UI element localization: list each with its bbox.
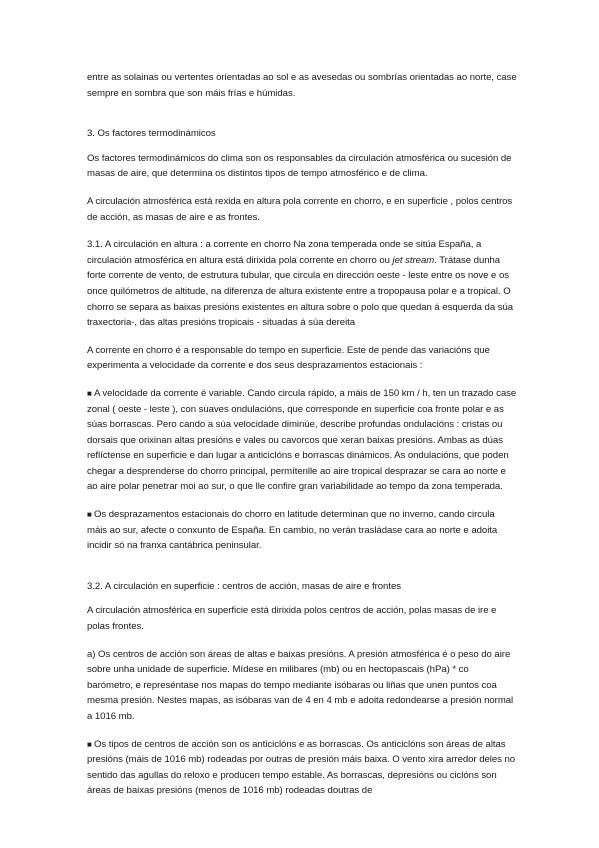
paragraph-centros-accion: a) Os centros de acción son áreas de altas e baixas presións. A presión atmosférica é o peso do aire sobre unha unidade de superficie. Mídese en milibares (mb) ou en hectopascais (hPa) * co barómetro, e represéntase nos mapas do tempo mediante isóbaras ou liñas que unen puntos coa mesma presión. Nestes mapas, as isóbaras van de 4 en 4 mb e adoita redondearse a presión normal a 1016 mb. bbox=[87, 648, 514, 722]
document-body bbox=[87, 70, 517, 799]
paragraph-circulacion: A circulación atmosférica está rexida en altura pola corrente en chorro, e en superficie , polos centros de acción, as masas de aire e as frontes. bbox=[87, 195, 513, 223]
bullet-velocidade: ■ A velocidade da corrente é variable. Cando circula rápido, a máis de 150 km / h, ten un trazado case zonal ( oeste - leste ), con suaves ondulacións, que corresponde en superficie coa fronte polar e as súas borrascas. Pero cando a súa velocidade diminúe, describe profundas ondulacións : cristas ou dorsais que orixinan altas presións e vales ou cavorcos que xeran baixas presións. Ambas as dúas reflíctense en superficie e dan lugar a anticiclóns e borrascas dinámicos. As ondulacións, que poden chegar a desprenderse do chorro principal, permítenlle ao aire tropical desprazar se cara ao norte e ao aire polar penetrar moi ao sur, o que lle confire gran variabilidade ao tempo da zona temperada. bbox=[87, 386, 517, 495]
section-heading-3: 3. Os factores termodinámicos bbox=[87, 128, 216, 140]
jet-stream-term: jet stream bbox=[392, 254, 435, 266]
paragraph-altura-part2: . Trátase dunha forte corrente de vento, de estrutura tubular, que circula en dirección oeste - leste entre os nove e os once quilómetros de altitude, na diferenza de altura existente entre a tropopausa polar e a tropical. O chorro se separa as baixas presións existentes en altura sobre o polo que quedan á esquerda da súa traxectoria-, das altas presións tropicais - situadas á súa dereita bbox=[87, 254, 514, 329]
bullet-desprazamentos: ■ Os desprazamentos estacionais do chorro en latitude determinan que no inverno, cando circula máis ao sur, afecte o conxunto de España. En cambio, no verán trasládase cara ao norte e adoita incidir só na franxa cantábrica peninsular. bbox=[87, 507, 517, 554]
paragraph-termodinamicos: Os factores termodinámicos do clima son os responsables da circulación atmosférica ou sucesión de masas de aire, que determina os distintos tipos de tempo atmosférico e de clima. bbox=[87, 152, 512, 180]
section-heading-3-2: 3.2. A circulación en superficie : centros de acción, masas de aire e frontes bbox=[87, 580, 401, 592]
paragraph-intro: entre as solainas ou vertentes orientadas ao sol e as avesedas ou sombrías orientadas ao norte, case sempre en sombra que son máis frías e húmidas. bbox=[87, 72, 517, 99]
paragraph-altura-part1: 3.1. A circulación en altura : a corrente en chorro Na zona temperada onde se sitúa España, a circulación atmosférica en altura está dirixida pola corrente en chorro ou bbox=[87, 239, 482, 266]
paragraph-superficie: A circulación atmosférica en superficie está dirixida polos centros de acción, polas masas de ire e polas frontes. bbox=[87, 605, 497, 633]
bullet-tipos-centros: ■ Os tipos de centros de acción son os anticiclóns e as borrascas. Os anticiclóns son áreas de altas presións (máis de 1016 mb) rodeadas por outras de presión máis baixa. O vento xira arredor deles no sentido das agullas do reloxo e producen tempo estable. As borrascas, depresións ou ciclóns son áreas de baixas presións (menos de 1016 mb) rodeadas doutras de bbox=[87, 737, 517, 799]
paragraph-altura bbox=[87, 237, 517, 331]
paragraph-corrente: A corrente en chorro é a responsable do tempo en superficie. Este de pende das variacións que experimenta a velocidade da corrente e dos seus desprazamentos estacionais : bbox=[87, 344, 490, 372]
